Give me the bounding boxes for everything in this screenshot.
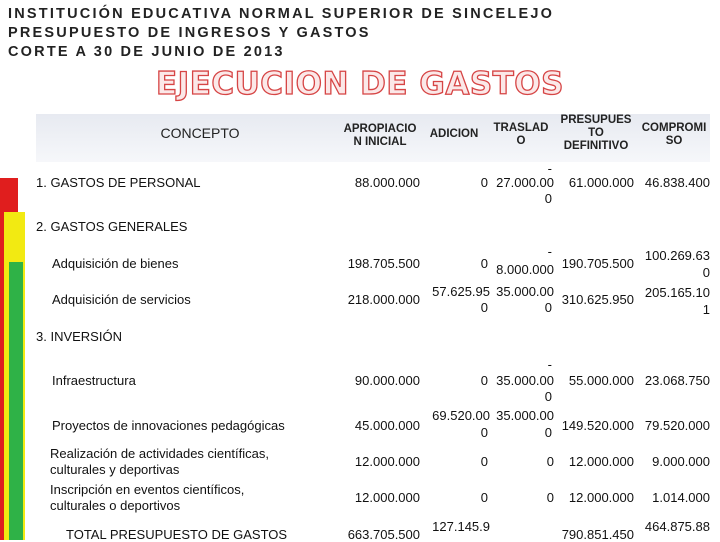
cell-traslado-cont: 0 bbox=[544, 300, 552, 315]
column-header-adicion: ADICION bbox=[429, 128, 479, 140]
cell-definitivo: 12.000.000 bbox=[568, 490, 634, 505]
cell-apropiacion: 12.000.000 bbox=[354, 490, 420, 505]
cell-definitivo: 310.625.950 bbox=[561, 292, 634, 307]
row-label-adquisicion-bienes: Adquisición de bienes bbox=[52, 256, 179, 271]
row-label-total: TOTAL PRESUPUESTO DE GASTOS bbox=[66, 527, 288, 542]
decorative-green-bar bbox=[9, 262, 23, 540]
column-header-apropiacion: APROPIACIO N INICIAL bbox=[343, 123, 417, 148]
cell-adicion: 0 bbox=[480, 454, 488, 469]
row-label-actividades bbox=[50, 446, 269, 478]
cell-adicion: 0 bbox=[480, 256, 488, 271]
cell-adicion-cont: 0 bbox=[480, 425, 488, 440]
row-label-proyectos-innovaciones: Proyectos de innovaciones pedagógicas bbox=[52, 418, 285, 433]
cell-compromiso: 205.165.10 bbox=[644, 285, 710, 300]
cell-traslado-sign: - bbox=[547, 161, 552, 176]
cell-compromiso: 46.838.400 bbox=[644, 175, 710, 190]
cell-traslado-cont: 0 bbox=[544, 191, 552, 206]
cell-apropiacion: 45.000.000 bbox=[354, 418, 420, 433]
cell-compromiso-cont: 0 bbox=[702, 265, 710, 280]
column-header-presupuesto-definitivo: PRESUPUES TO DEFINITIVO bbox=[560, 114, 632, 152]
cell-adicion: 0 bbox=[480, 373, 488, 388]
cell-adicion-cont: 0 bbox=[480, 300, 488, 315]
cell-compromiso: 23.068.750 bbox=[644, 373, 710, 388]
cell-traslado-sign: - bbox=[547, 244, 552, 259]
row-label-infraestructura: Infraestructura bbox=[52, 373, 136, 388]
column-header-compromiso: COMPROMI SO bbox=[641, 122, 707, 147]
cell-definitivo: 190.705.500 bbox=[561, 256, 634, 271]
cell-compromiso: 9.000.000 bbox=[652, 454, 710, 469]
cell-compromiso: 100.269.63 bbox=[644, 248, 710, 263]
row-label-line-2: culturales y deportivas bbox=[50, 462, 180, 477]
row-label-line-1: Realización de actividades científicas, bbox=[50, 446, 269, 461]
cell-compromiso: 1.014.000 bbox=[652, 490, 710, 505]
report-cutoff-date: CORTE A 30 DE JUNIO DE 2013 bbox=[8, 44, 285, 60]
cell-apropiacion: 218.000.000 bbox=[347, 292, 420, 307]
cell-definitivo: 12.000.000 bbox=[568, 454, 634, 469]
report-subtitle: PRESUPUESTO DE INGRESOS Y GASTOS bbox=[8, 25, 371, 41]
column-header-concepto: CONCEPTO bbox=[160, 125, 240, 141]
cell-compromiso-cont: 1 bbox=[702, 302, 710, 317]
page-title: EJECUCION DE GASTOS bbox=[156, 66, 564, 102]
cell-traslado-sign: - bbox=[547, 357, 552, 372]
cell-apropiacion: 12.000.000 bbox=[354, 454, 420, 469]
row-label-eventos bbox=[50, 482, 244, 514]
cell-adicion: 69.520.00 bbox=[432, 408, 490, 423]
cell-traslado: 0 bbox=[546, 454, 554, 469]
institution-name: INSTITUCIÓN EDUCATIVA NORMAL SUPERIOR DE SINCELEJO bbox=[8, 6, 555, 22]
column-header-traslado: TRASLAD O bbox=[493, 122, 549, 147]
cell-compromiso: 464.875.88 bbox=[644, 519, 710, 534]
cell-traslado-cont: 0 bbox=[544, 425, 552, 440]
cell-definitivo: 790.851.450 bbox=[561, 527, 634, 542]
cell-apropiacion: 90.000.000 bbox=[354, 373, 420, 388]
cell-adicion: 127.145.9 bbox=[432, 519, 490, 534]
cell-traslado: 35.000.00 bbox=[496, 373, 554, 388]
cell-traslado: 27.000.00 bbox=[496, 175, 554, 190]
cell-adicion: 57.625.95 bbox=[432, 284, 490, 299]
cell-traslado: 0 bbox=[546, 490, 554, 505]
cell-definitivo: 149.520.000 bbox=[561, 418, 634, 433]
row-label-line-2: culturales o deportivos bbox=[50, 498, 181, 513]
row-label-adquisicion-servicios: Adquisición de servicios bbox=[52, 292, 191, 307]
cell-apropiacion: 88.000.000 bbox=[354, 175, 420, 190]
row-label-gastos-personal: 1. GASTOS DE PERSONAL bbox=[36, 175, 201, 190]
cell-apropiacion: 198.705.500 bbox=[347, 256, 420, 271]
section-label-gastos-generales: 2. GASTOS GENERALES bbox=[36, 219, 188, 234]
cell-apropiacion: 663.705.500 bbox=[347, 527, 420, 542]
row-label-line-1: Inscripción en eventos científicos, bbox=[50, 482, 245, 497]
cell-traslado-cont: 0 bbox=[544, 389, 552, 404]
cell-adicion: 0 bbox=[480, 175, 488, 190]
cell-adicion: 0 bbox=[480, 490, 488, 505]
cell-definitivo: 61.000.000 bbox=[568, 175, 634, 190]
cell-traslado: 35.000.00 bbox=[496, 284, 554, 299]
cell-traslado: 35.000.00 bbox=[496, 408, 554, 423]
cell-definitivo: 55.000.000 bbox=[568, 373, 634, 388]
section-label-inversion: 3. INVERSIÓN bbox=[36, 329, 122, 344]
cell-compromiso: 79.520.000 bbox=[644, 418, 710, 433]
cell-traslado: 8.000.000 bbox=[496, 262, 554, 277]
